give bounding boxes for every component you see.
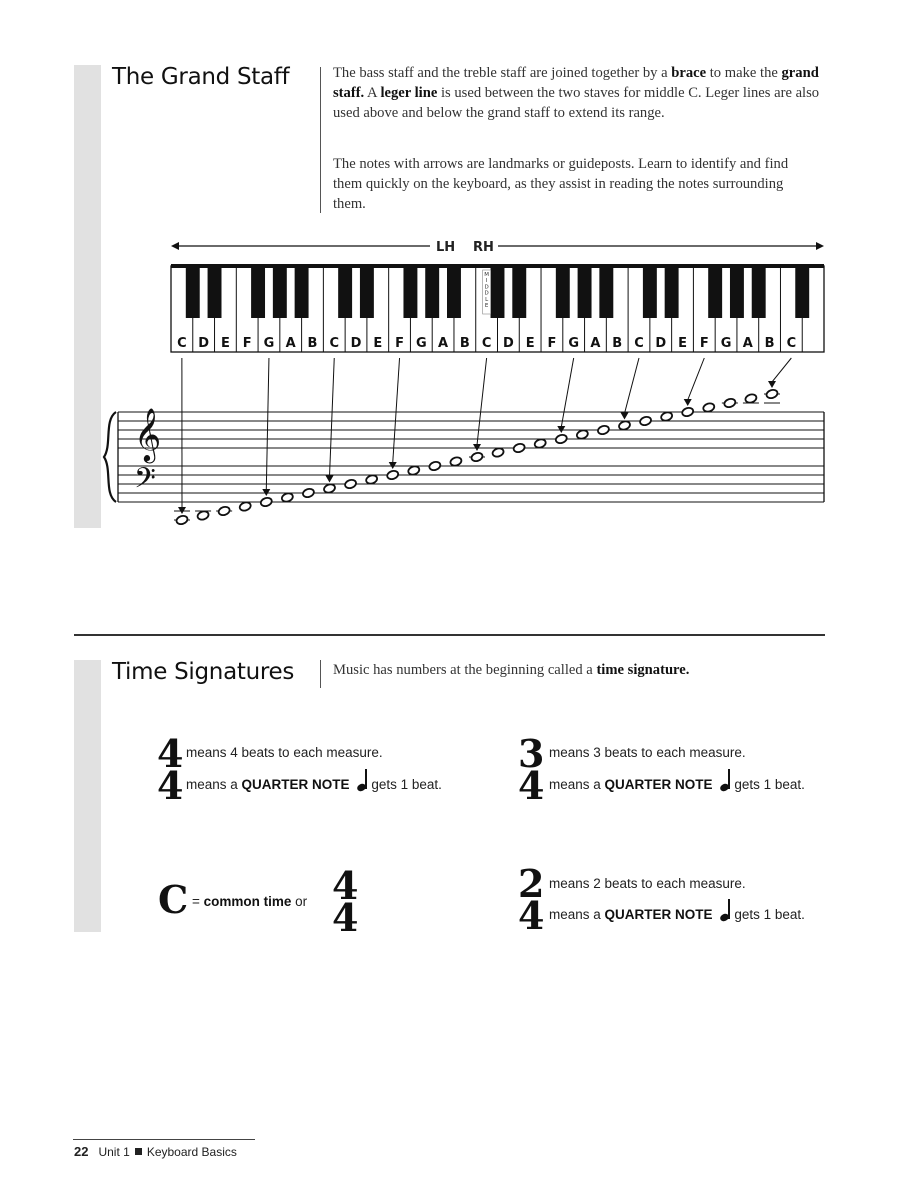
black-key: [512, 266, 526, 318]
time-sig-2-4-line1: means 2 beats to each measure.: [549, 876, 746, 891]
black-key: [665, 266, 679, 318]
black-key: [403, 266, 417, 318]
whole-note: [428, 461, 441, 472]
quarter-note-label: QUARTER NOTE: [241, 777, 350, 792]
text-run: A: [364, 85, 381, 101]
whole-note: [597, 425, 610, 436]
rh-arrowhead: [816, 242, 824, 250]
whole-note: [555, 434, 568, 445]
whole-note: [470, 452, 483, 463]
common-time-symbol: C: [158, 877, 189, 922]
black-key: [186, 266, 200, 318]
black-key: [795, 266, 809, 318]
text-run: The bass staff and the treble staff are joined together by a: [333, 65, 672, 81]
hand-range-arrows: [171, 242, 824, 250]
line2-prefix: means a: [549, 777, 601, 792]
whole-note: [744, 393, 757, 404]
black-key: [708, 266, 722, 318]
bass-clef-icon: 𝄢: [134, 462, 156, 502]
key-letter: B: [612, 336, 623, 351]
key-letter: G: [263, 336, 275, 351]
key-letter: B: [459, 336, 470, 351]
landmark-arrows: [178, 358, 791, 514]
guide-arrow-line: [266, 358, 269, 490]
key-letter: G: [720, 336, 732, 351]
black-key: [599, 266, 613, 318]
text-run: to make the: [706, 65, 782, 81]
black-key: [338, 266, 352, 318]
guide-arrowhead: [621, 413, 629, 420]
whole-note: [197, 510, 210, 521]
whole-note: [449, 456, 462, 467]
key-letter: C: [786, 336, 797, 351]
key-letter: F: [699, 336, 709, 351]
grand-staff: [104, 407, 824, 502]
whole-note: [386, 470, 399, 481]
guide-arrow-line: [688, 358, 705, 400]
section-sidebar-band: [74, 660, 101, 932]
bold-term: grand staff.: [333, 65, 819, 101]
whole-note: [723, 398, 736, 409]
middle-c-label: M I D D L E: [484, 272, 489, 309]
black-key: [295, 266, 309, 318]
quarter-note-label: QUARTER NOTE: [604, 907, 713, 922]
guide-arrow-line: [561, 358, 573, 427]
time-sig-2-4-bottom: 4: [518, 893, 545, 938]
whole-note: [281, 492, 294, 503]
key-letter: G: [415, 336, 427, 351]
time-sig-4-4-line1: means 4 beats to each measure.: [186, 745, 383, 760]
key-letter: F: [547, 336, 557, 351]
time-sig-4-4-top: 4: [157, 731, 184, 776]
common-time-text: [192, 894, 307, 909]
footer-rule: [73, 1139, 255, 1140]
key-letter: C: [177, 336, 187, 351]
equals-sign: =: [192, 894, 204, 909]
whole-note: [344, 479, 357, 490]
section-label: Keyboard Basics: [146, 1145, 237, 1159]
whole-note: [702, 402, 715, 413]
heading-divider: [320, 660, 321, 688]
key-letter: E: [678, 336, 687, 351]
whole-note: [660, 411, 673, 422]
black-key: [251, 266, 265, 318]
grand-staff-paragraph-2: The notes with arrows are landmarks or guideposts. Learn to identify and find them quickly on the keyboard, as they assist in reading the notes surrounding them.: [333, 156, 789, 212]
guide-arrowhead: [326, 476, 334, 483]
key-letter: E: [373, 336, 383, 351]
keyboard-staff-diagram: [0, 0, 900, 560]
piano-keyboard: [171, 264, 824, 352]
black-key: [643, 266, 657, 318]
key-letter: E: [220, 336, 230, 351]
whole-note: [175, 515, 188, 526]
key-letter: D: [502, 336, 514, 351]
key-letter: A: [590, 336, 601, 351]
common-time-4-4-bottom: 4: [332, 895, 359, 940]
key-letter: B: [307, 336, 318, 351]
line2-prefix: means a: [549, 907, 601, 922]
page-number: 22: [74, 1144, 89, 1159]
black-key: [208, 266, 222, 318]
quarter-note-icon: [720, 777, 730, 791]
whole-note: [618, 420, 631, 431]
guide-arrow-line: [625, 358, 639, 414]
time-sig-4-4-bottom: 4: [157, 763, 184, 808]
bold-term: brace: [671, 65, 707, 81]
guide-arrowhead: [768, 381, 776, 388]
black-key: [447, 266, 461, 318]
whole-note: [681, 407, 694, 418]
time-signatures-intro: [333, 660, 813, 680]
whole-note: [407, 465, 420, 476]
guide-arrow-line: [393, 358, 400, 463]
key-letter: D: [655, 336, 667, 351]
unit-label: Unit 1: [98, 1145, 130, 1159]
whole-note: [260, 497, 273, 508]
time-signatures-heading: Time Signatures: [112, 659, 295, 685]
whole-note: [513, 443, 526, 454]
time-sig-3-4-line1: means 3 beats to each measure.: [549, 745, 746, 760]
quarter-note-icon: [357, 777, 367, 791]
page-footer: [74, 1144, 237, 1159]
time-sig-3-4-bottom: 4: [518, 763, 545, 808]
line2-prefix: means a: [186, 777, 238, 792]
bold-term: time signature.: [596, 662, 690, 678]
whole-note: [218, 506, 231, 517]
whole-note: [239, 501, 252, 512]
bullet-square-icon: [135, 1148, 142, 1155]
whole-note: [639, 416, 652, 427]
guide-arrow-line: [477, 358, 487, 445]
time-sig-3-4-top: 3: [518, 731, 545, 776]
key-letter: F: [242, 336, 252, 351]
lh-label: LH: [436, 240, 456, 255]
line2-suffix: gets 1 beat.: [734, 777, 805, 792]
key-letter: F: [395, 336, 404, 351]
guide-arrow-line: [772, 358, 791, 382]
grand-staff-heading: The Grand Staff: [112, 64, 290, 90]
section-divider: [74, 634, 825, 636]
black-key: [752, 266, 766, 318]
key-letter: C: [634, 336, 644, 351]
line2-suffix: gets 1 beat.: [371, 777, 442, 792]
key-letter: G: [568, 336, 580, 351]
black-key: [578, 266, 592, 318]
black-key: [425, 266, 439, 318]
quarter-note-icon: [720, 907, 730, 921]
time-sig-3-4-line2: [549, 777, 805, 792]
whole-note: [365, 474, 378, 485]
whole-note: [323, 483, 336, 494]
whole-note: [534, 438, 547, 449]
key-letter: A: [285, 336, 296, 351]
time-sig-2-4-top: 2: [518, 861, 545, 906]
black-key: [556, 266, 570, 318]
black-key: [360, 266, 374, 318]
key-letter: A: [438, 336, 449, 351]
bold-term: leger line: [380, 85, 438, 101]
key-letter: D: [350, 336, 362, 351]
key-letter: E: [525, 336, 535, 351]
treble-clef-icon: 𝄞: [134, 407, 162, 461]
line2-suffix: gets 1 beat.: [734, 907, 805, 922]
text-run: is used between the two staves for middle C. Leger lines are also used above and below the grand staff to extend its range.: [333, 85, 820, 121]
whole-note: [492, 447, 505, 458]
time-sig-4-4-line2: [186, 777, 442, 792]
text-run: Music has numbers at the beginning called a: [333, 662, 597, 678]
common-time-4-4-top: 4: [332, 863, 359, 908]
rh-label: RH: [473, 240, 494, 255]
key-letter: C: [329, 336, 340, 351]
guide-arrowhead: [684, 399, 692, 406]
black-key: [491, 266, 505, 318]
common-time-label: common time: [203, 894, 292, 909]
whole-note: [765, 389, 778, 400]
key-letter: D: [198, 336, 210, 351]
black-key: [730, 266, 744, 318]
brace-icon: [104, 412, 116, 502]
key-letter: A: [742, 336, 753, 351]
whole-note: [302, 488, 315, 499]
key-letter: C: [481, 336, 492, 351]
staff-notes: [174, 389, 780, 526]
black-key: [273, 266, 287, 318]
time-sig-2-4-line2: [549, 907, 805, 922]
key-letter: B: [764, 336, 775, 351]
whole-note: [576, 429, 589, 440]
lh-arrowhead: [171, 242, 179, 250]
quarter-note-label: QUARTER NOTE: [604, 777, 713, 792]
or-word: or: [291, 894, 308, 909]
guide-arrow-line: [330, 358, 335, 477]
